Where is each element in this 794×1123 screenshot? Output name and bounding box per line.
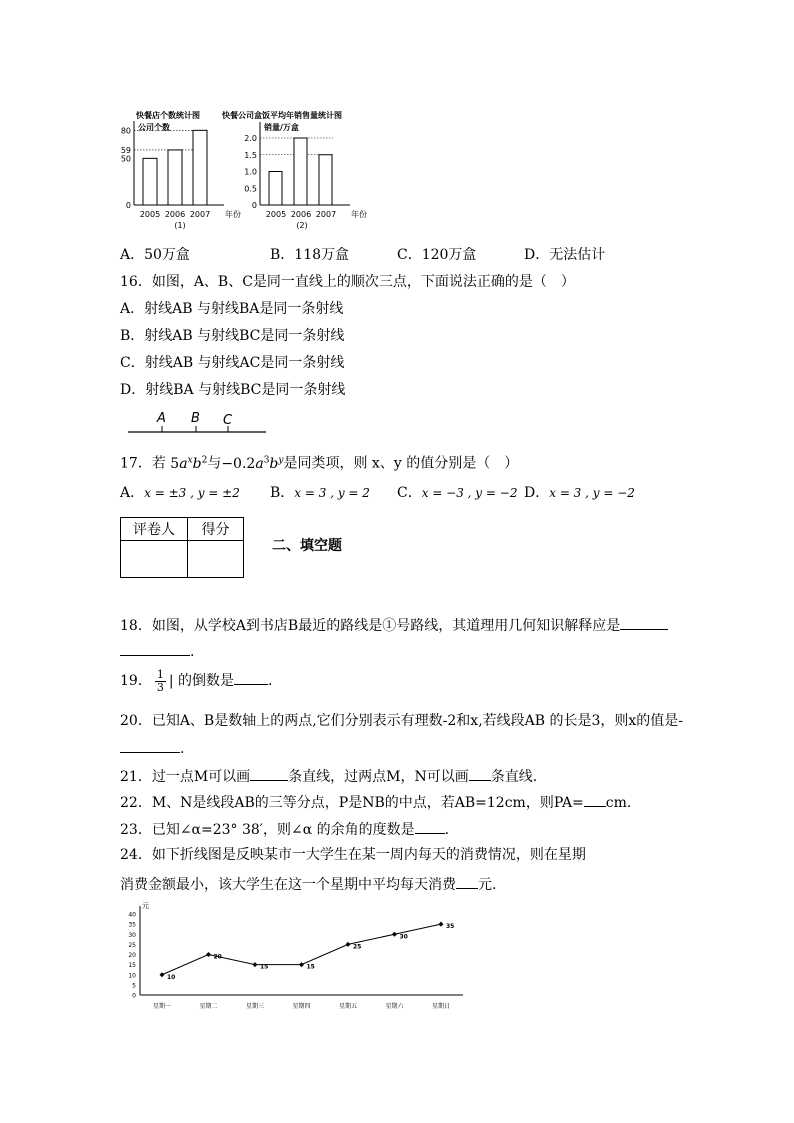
q16-option-c: C．射线AB 与射线AC是同一条射线: [120, 355, 345, 371]
x-tick-label: 星期日: [431, 1003, 451, 1010]
q17-option-d-math: x = 3 , y = −2: [549, 486, 635, 500]
q20-answer-blank[interactable]: [120, 738, 180, 753]
y-tick-label: 35: [128, 921, 136, 929]
data-label: 15: [260, 963, 269, 971]
x-tick-label: 2005: [265, 210, 287, 219]
y-tick-label: 25: [128, 941, 136, 949]
series-line: [162, 924, 441, 975]
y-tick-label: 40: [128, 911, 136, 919]
grader-header: 评卷人: [121, 518, 188, 541]
x-axis-label: 年份: [225, 210, 241, 219]
data-point: [392, 932, 397, 937]
q15-option-b: B．118万盒: [270, 247, 350, 263]
section-title: 二、填空题: [272, 538, 342, 554]
bar: [168, 150, 182, 205]
q17-suffix: 是同类项，则 x、y 的值分别是（ ）: [283, 455, 519, 472]
q19-answer-blank[interactable]: [234, 670, 268, 685]
y-tick-label: 20: [128, 952, 136, 959]
q18-line2: .: [120, 641, 194, 661]
data-point: [160, 972, 165, 977]
q17-term2: $-0.2a^3b^y$: [221, 455, 284, 472]
q18-answer-blank[interactable]: [620, 615, 668, 630]
y-tick-label: 80: [120, 126, 131, 136]
bar-chart-1: [112, 118, 241, 230]
y-tick-label: 1.5: [244, 150, 257, 160]
x-tick-label: 星期三: [245, 1003, 265, 1010]
data-point: [346, 942, 351, 947]
bar: [143, 158, 157, 205]
data-label: 20: [213, 953, 222, 961]
x-tick-label: 2007: [189, 210, 211, 219]
q17-option-d: D．x = 3 , y = −2: [524, 485, 635, 501]
q21-blank-2[interactable]: [469, 766, 491, 781]
y-tick-label: 50: [120, 154, 131, 164]
y-tick-label: 10: [128, 972, 136, 980]
q17-option-b-math: x = 3 , y = 2: [294, 486, 370, 500]
x-tick-label: 2006: [164, 210, 186, 219]
y-tick-label: 30: [128, 931, 136, 939]
q17-option-c-math: x = −3 , y = −2: [421, 486, 518, 500]
score-header: 得分: [188, 518, 244, 541]
q17-middle: 与: [207, 455, 222, 472]
data-label: 35: [446, 923, 455, 931]
q24-line2: 消费金额最小，该大学生在这一个星期中平均每天消费 元.: [120, 874, 496, 894]
q17-option-c: C．x = −3 , y = −2: [397, 485, 518, 501]
y-tick-label: 5: [132, 982, 136, 990]
x-tick-label: 星期二: [199, 1003, 218, 1010]
x-axis-label: 年份: [351, 210, 367, 219]
q24-answer-blank[interactable]: [456, 874, 478, 889]
q16-option-d: D．射线BA 与射线BC是同一条射线: [120, 382, 346, 398]
x-tick-label: 星期四: [292, 1003, 311, 1010]
q23-answer-blank[interactable]: [415, 819, 445, 834]
line-chart: [118, 900, 470, 1015]
q22-text: 22．M、N是线段AB的三等分点，P是NB的中点，若AB=12cm，则PA= cm.: [120, 792, 631, 812]
grader-cell[interactable]: [121, 541, 188, 578]
q16-option-a: A．射线AB 与射线BA是同一条射线: [120, 301, 344, 317]
chart-caption: (1): [174, 221, 186, 230]
q18-answer-blank-2[interactable]: [120, 641, 190, 656]
q21-text: 21．过一点M可以画 条直线，过两点M，N可以画 条直线.: [120, 766, 537, 786]
bar: [269, 172, 282, 206]
y-tick-label: 59: [120, 145, 131, 155]
score-cell[interactable]: [188, 541, 244, 578]
q20-line2: .: [120, 738, 184, 758]
x-tick-label: 2005: [139, 210, 161, 219]
q23-text: 23．已知∠α=23° 38′，则∠α 的余角的度数是 .: [120, 819, 449, 839]
y-tick-label: 1.0: [244, 167, 257, 177]
q16-stem: 16．如图，A、B、C是同一直线上的顺次三点，下面说法正确的是（ ）: [120, 274, 575, 290]
bar: [319, 155, 332, 205]
x-tick-label: 2006: [290, 210, 312, 219]
y-axis-label: 公司个数: [138, 123, 170, 132]
grader-table: [120, 517, 244, 578]
x-tick-label: 星期六: [385, 1003, 404, 1010]
point-a-label: A: [157, 411, 166, 426]
y-tick-label: 15: [128, 962, 136, 970]
data-label: 10: [167, 973, 176, 981]
x-tick-label: 星期五: [338, 1003, 358, 1010]
data-point: [253, 962, 258, 967]
q17-option-a: A．x = ±3 , y = ±2: [120, 485, 240, 501]
data-point: [299, 962, 304, 967]
q17-option-b: B．x = 3 , y = 2: [270, 485, 370, 501]
x-tick-label: 星期一: [152, 1003, 172, 1010]
bar: [193, 130, 207, 205]
y-tick-label: 0: [251, 201, 257, 210]
data-label: 25: [353, 943, 362, 951]
q22-answer-blank[interactable]: [584, 792, 606, 807]
q15-option-c: C．120万盒: [397, 247, 477, 263]
x-tick-label: 2007: [315, 210, 337, 219]
q24-line1: 24．如下折线图是反映某市一大学生在某一周内每天的消费情况，则在星期: [120, 847, 586, 863]
chart-caption: (2): [296, 221, 308, 230]
y-axis-label: 元: [142, 902, 149, 910]
q20-text: 20．已知A、B是数轴上的两点,它们分别表示有理数-2和x,若线段AB 的长是3，则x的值是-: [120, 713, 684, 729]
y-tick-label: 0: [132, 992, 136, 1000]
y-tick-label: 2.0: [244, 134, 257, 143]
data-point: [439, 922, 444, 927]
bar-chart-2: [238, 118, 368, 230]
q18-text: 18．如图，从学校A到书店B最近的路线是①号路线，其道理用几何知识解释应是: [120, 615, 668, 635]
y-tick-label: 0.5: [244, 184, 257, 194]
y-tick-label: 0: [125, 201, 131, 210]
q16-option-b: B．射线AB 与射线BC是同一条射线: [120, 328, 345, 344]
bar: [294, 138, 307, 205]
q17-prefix: 17．若: [120, 455, 166, 472]
data-point: [206, 952, 211, 957]
data-label: 30: [399, 933, 408, 941]
q15-option-a: A．50万盒: [120, 247, 190, 263]
point-b-label: B: [191, 411, 200, 426]
chart1-title: 快餐店个数统计图: [136, 111, 200, 120]
chart2-title: 快餐公司盒饭平均年销售量统计图: [222, 111, 342, 120]
q21-blank-1[interactable]: [250, 766, 288, 781]
q17-option-a-math: x = ±3 , y = ±2: [144, 486, 240, 500]
q16-line-figure: [126, 408, 271, 436]
q15-option-d: D．无法估计: [524, 247, 606, 263]
y-axis-label: 销量/万盒: [264, 123, 299, 132]
q17-stem: [120, 451, 518, 473]
data-label: 15: [306, 963, 315, 971]
q17-term1: $5a^xb^2$: [165, 455, 208, 472]
q19-text: 19． $\frac{1}{3}$ | 的倒数是 .: [120, 667, 273, 694]
q19-fraction: $\frac{1}{3}$: [156, 667, 164, 694]
point-c-label: C: [223, 413, 233, 428]
